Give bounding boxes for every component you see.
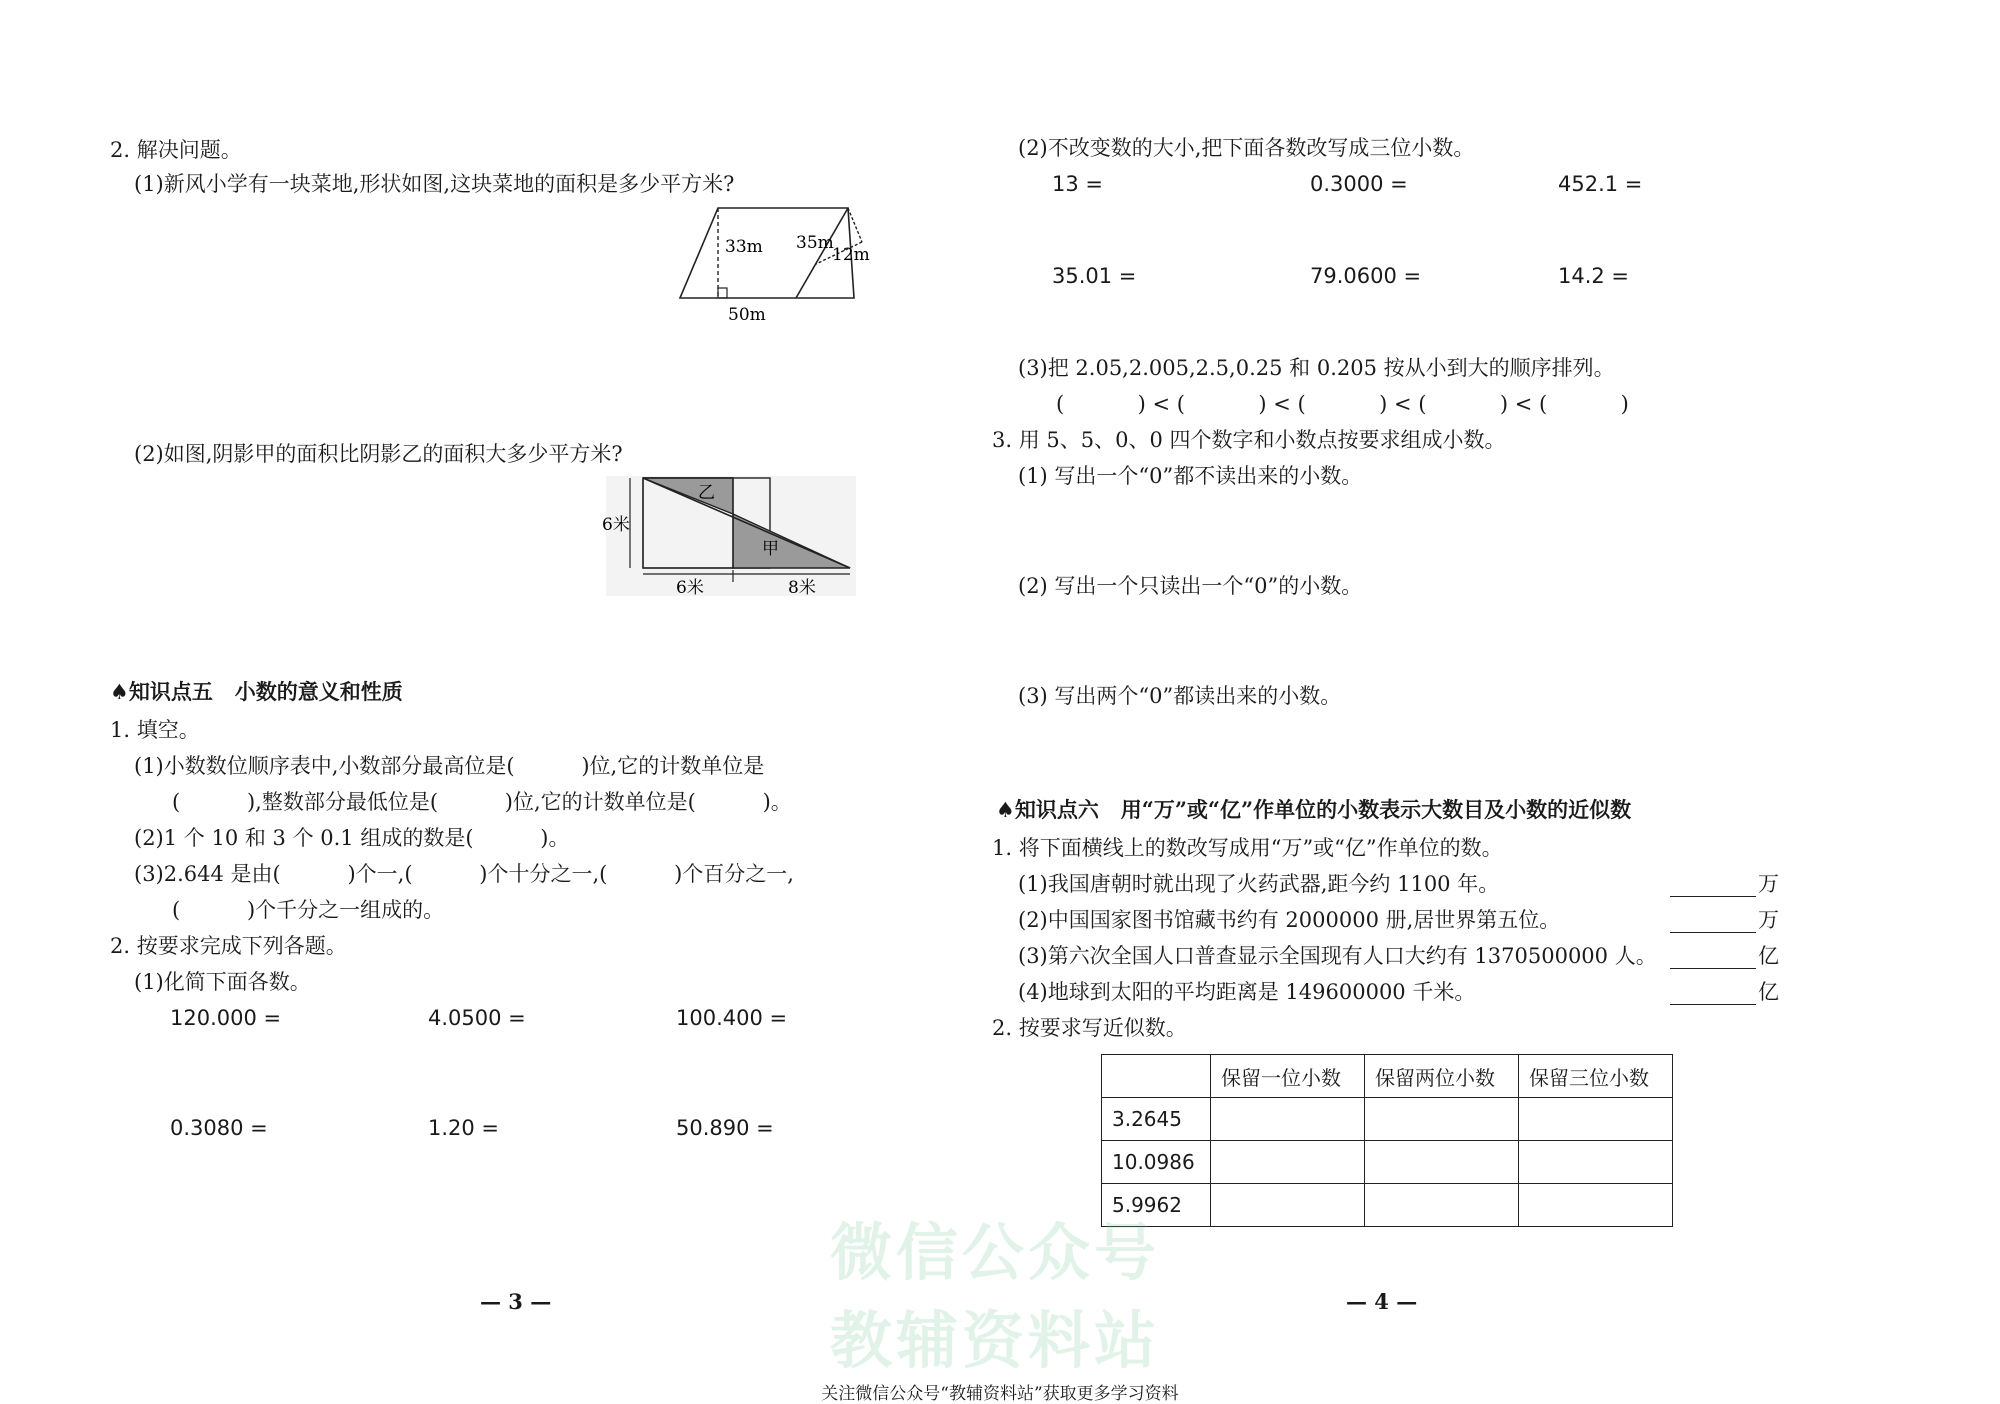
simplify-item: 50.890 = <box>676 1116 774 1140</box>
watermark-line-1: 微信公众号 <box>830 1216 1161 1289</box>
ordering-title: (3)把 2.05,2.005,2.5,0.25 和 0.205 按从小到大的顺序排列。 <box>1018 356 1615 380</box>
rewrite-item-text: (1)我国唐朝时就出现了火药武器,距今约 1100 年。 <box>1018 872 1500 896</box>
rewrite-item-text: (2)中国国家图书馆藏书约有 2000000 册,居世界第五位。 <box>1018 908 1561 932</box>
requirement-title: 2. 按要求完成下列各题。 <box>110 934 347 958</box>
question-1-text: (1)新风小学有一块菜地,形状如图,这块菜地的面积是多少平方米? <box>134 172 735 196</box>
three-decimal-item: 14.2 = <box>1558 264 1630 288</box>
ordering-blanks: ( ) < ( ) < ( ) < ( ) < ( ) <box>1056 392 1629 416</box>
base-label: 50m <box>728 305 766 325</box>
label-yi: 乙 <box>698 483 715 503</box>
knowledge-point-6-title: ♠知识点六 用“万”或“亿”作单位的小数表示大数目及小数的近似数 <box>996 797 1632 822</box>
fill-item-1-line-1: (1)小数数位顺序表中,小数部分最高位是( )位,它的计数单位是 <box>134 754 765 778</box>
table-row <box>1102 1098 1673 1141</box>
fill-blank-title: 1. 填空。 <box>110 718 200 742</box>
answer-blank <box>1670 980 1756 1005</box>
perp-label: 12m <box>832 245 870 265</box>
fill-item-1-line-2: ( ),整数部分最低位是( )位,它的计数单位是( )。 <box>172 790 792 814</box>
rewrite-item-text: (4)地球到太阳的平均距离是 149600000 千米。 <box>1018 980 1476 1004</box>
page-number-4: — 4 — <box>1346 1289 1418 1314</box>
section-3-item-1: (1) 写出一个“0”都不读出来的小数。 <box>1018 464 1363 488</box>
knowledge-point-5-title: ♠知识点五 小数的意义和性质 <box>110 679 403 704</box>
three-decimal-item: 452.1 = <box>1558 172 1643 196</box>
answer-cell <box>1519 1141 1673 1184</box>
unit-label: 亿 <box>1758 944 1779 968</box>
table-cell-value: 3.2645 <box>1102 1098 1211 1141</box>
table-row <box>1102 1184 1673 1227</box>
unit-label: 万 <box>1758 872 1779 896</box>
unit-label: 亿 <box>1758 980 1779 1004</box>
rewrite-title: 1. 将下面横线上的数改写成用“万”或“亿”作单位的数。 <box>992 836 1503 860</box>
three-decimal-title: (2)不改变数的大小,把下面各数改写成三位小数。 <box>1018 136 1475 160</box>
answer-blank <box>1670 872 1756 897</box>
height-label: 33m <box>725 237 763 257</box>
simplify-item: 1.20 = <box>428 1116 500 1140</box>
fill-item-2: (2)1 个 10 和 3 个 0.1 组成的数是( )。 <box>134 826 570 850</box>
answer-cell <box>1211 1098 1365 1141</box>
simplify-item: 100.400 = <box>676 1006 788 1030</box>
answer-cell <box>1519 1098 1673 1141</box>
section-3-title: 3. 用 5、5、0、0 四个数字和小数点按要求组成小数。 <box>992 428 1506 452</box>
table-cell-value: 10.0986 <box>1102 1141 1211 1184</box>
section-3-item-3: (3) 写出两个“0”都读出来的小数。 <box>1018 684 1342 708</box>
table-header <box>1102 1055 1211 1098</box>
table-header: 保留两位小数 <box>1365 1055 1519 1098</box>
shaded-triangle-figure <box>602 476 856 603</box>
width-6m-label: 6米 <box>676 578 704 598</box>
width-8m-label: 8米 <box>788 578 816 598</box>
approximation-table <box>1101 1054 1673 1227</box>
section-2-title: 2. 解决问题。 <box>110 138 242 162</box>
label-jia: 甲 <box>762 539 779 559</box>
three-decimal-item: 13 = <box>1052 172 1103 196</box>
answer-cell <box>1211 1141 1365 1184</box>
simplify-item: 120.000 = <box>170 1006 282 1030</box>
three-decimal-item: 79.0600 = <box>1310 264 1422 288</box>
question-2-text: (2)如图,阴影甲的面积比阴影乙的面积大多少平方米? <box>134 442 623 466</box>
slant-label: 35m <box>796 233 834 253</box>
footer-note: 关注微信公众号“教辅资料站”获取更多学习资料 <box>821 1384 1179 1404</box>
simplify-title: (1)化简下面各数。 <box>134 970 311 994</box>
section-3-item-2: (2) 写出一个只读出一个“0”的小数。 <box>1018 574 1363 598</box>
answer-blank <box>1670 944 1756 969</box>
table-cell-value: 5.9962 <box>1102 1184 1211 1227</box>
answer-cell <box>1365 1098 1519 1141</box>
simplify-item: 0.3080 = <box>170 1116 268 1140</box>
fill-item-3-line-2: ( )个千分之一组成的。 <box>172 898 445 922</box>
three-decimal-item: 35.01 = <box>1052 264 1137 288</box>
table-row <box>1102 1141 1673 1184</box>
height-6m-label: 6米 <box>602 515 630 535</box>
answer-cell <box>1365 1184 1519 1227</box>
table-header: 保留一位小数 <box>1211 1055 1365 1098</box>
answer-blank <box>1670 908 1756 933</box>
fill-item-3-line-1: (3)2.644 是由( )个一,( )个十分之一,( )个百分之一, <box>134 862 794 886</box>
three-decimal-item: 0.3000 = <box>1310 172 1408 196</box>
simplify-item: 4.0500 = <box>428 1006 526 1030</box>
rewrite-item-text: (3)第六次全国人口普查显示全国现有人口大约有 1370500000 人。 <box>1018 944 1657 968</box>
watermark-line-2: 教辅资料站 <box>830 1304 1161 1377</box>
trapezoid-figure <box>676 202 906 331</box>
table-header-row <box>1102 1055 1673 1098</box>
answer-cell <box>1519 1184 1673 1227</box>
page-number-3: — 3 — <box>480 1289 552 1314</box>
table-header: 保留三位小数 <box>1519 1055 1673 1098</box>
answer-cell <box>1211 1184 1365 1227</box>
answer-cell <box>1365 1141 1519 1184</box>
unit-label: 万 <box>1758 908 1779 932</box>
approximation-title: 2. 按要求写近似数。 <box>992 1016 1187 1040</box>
